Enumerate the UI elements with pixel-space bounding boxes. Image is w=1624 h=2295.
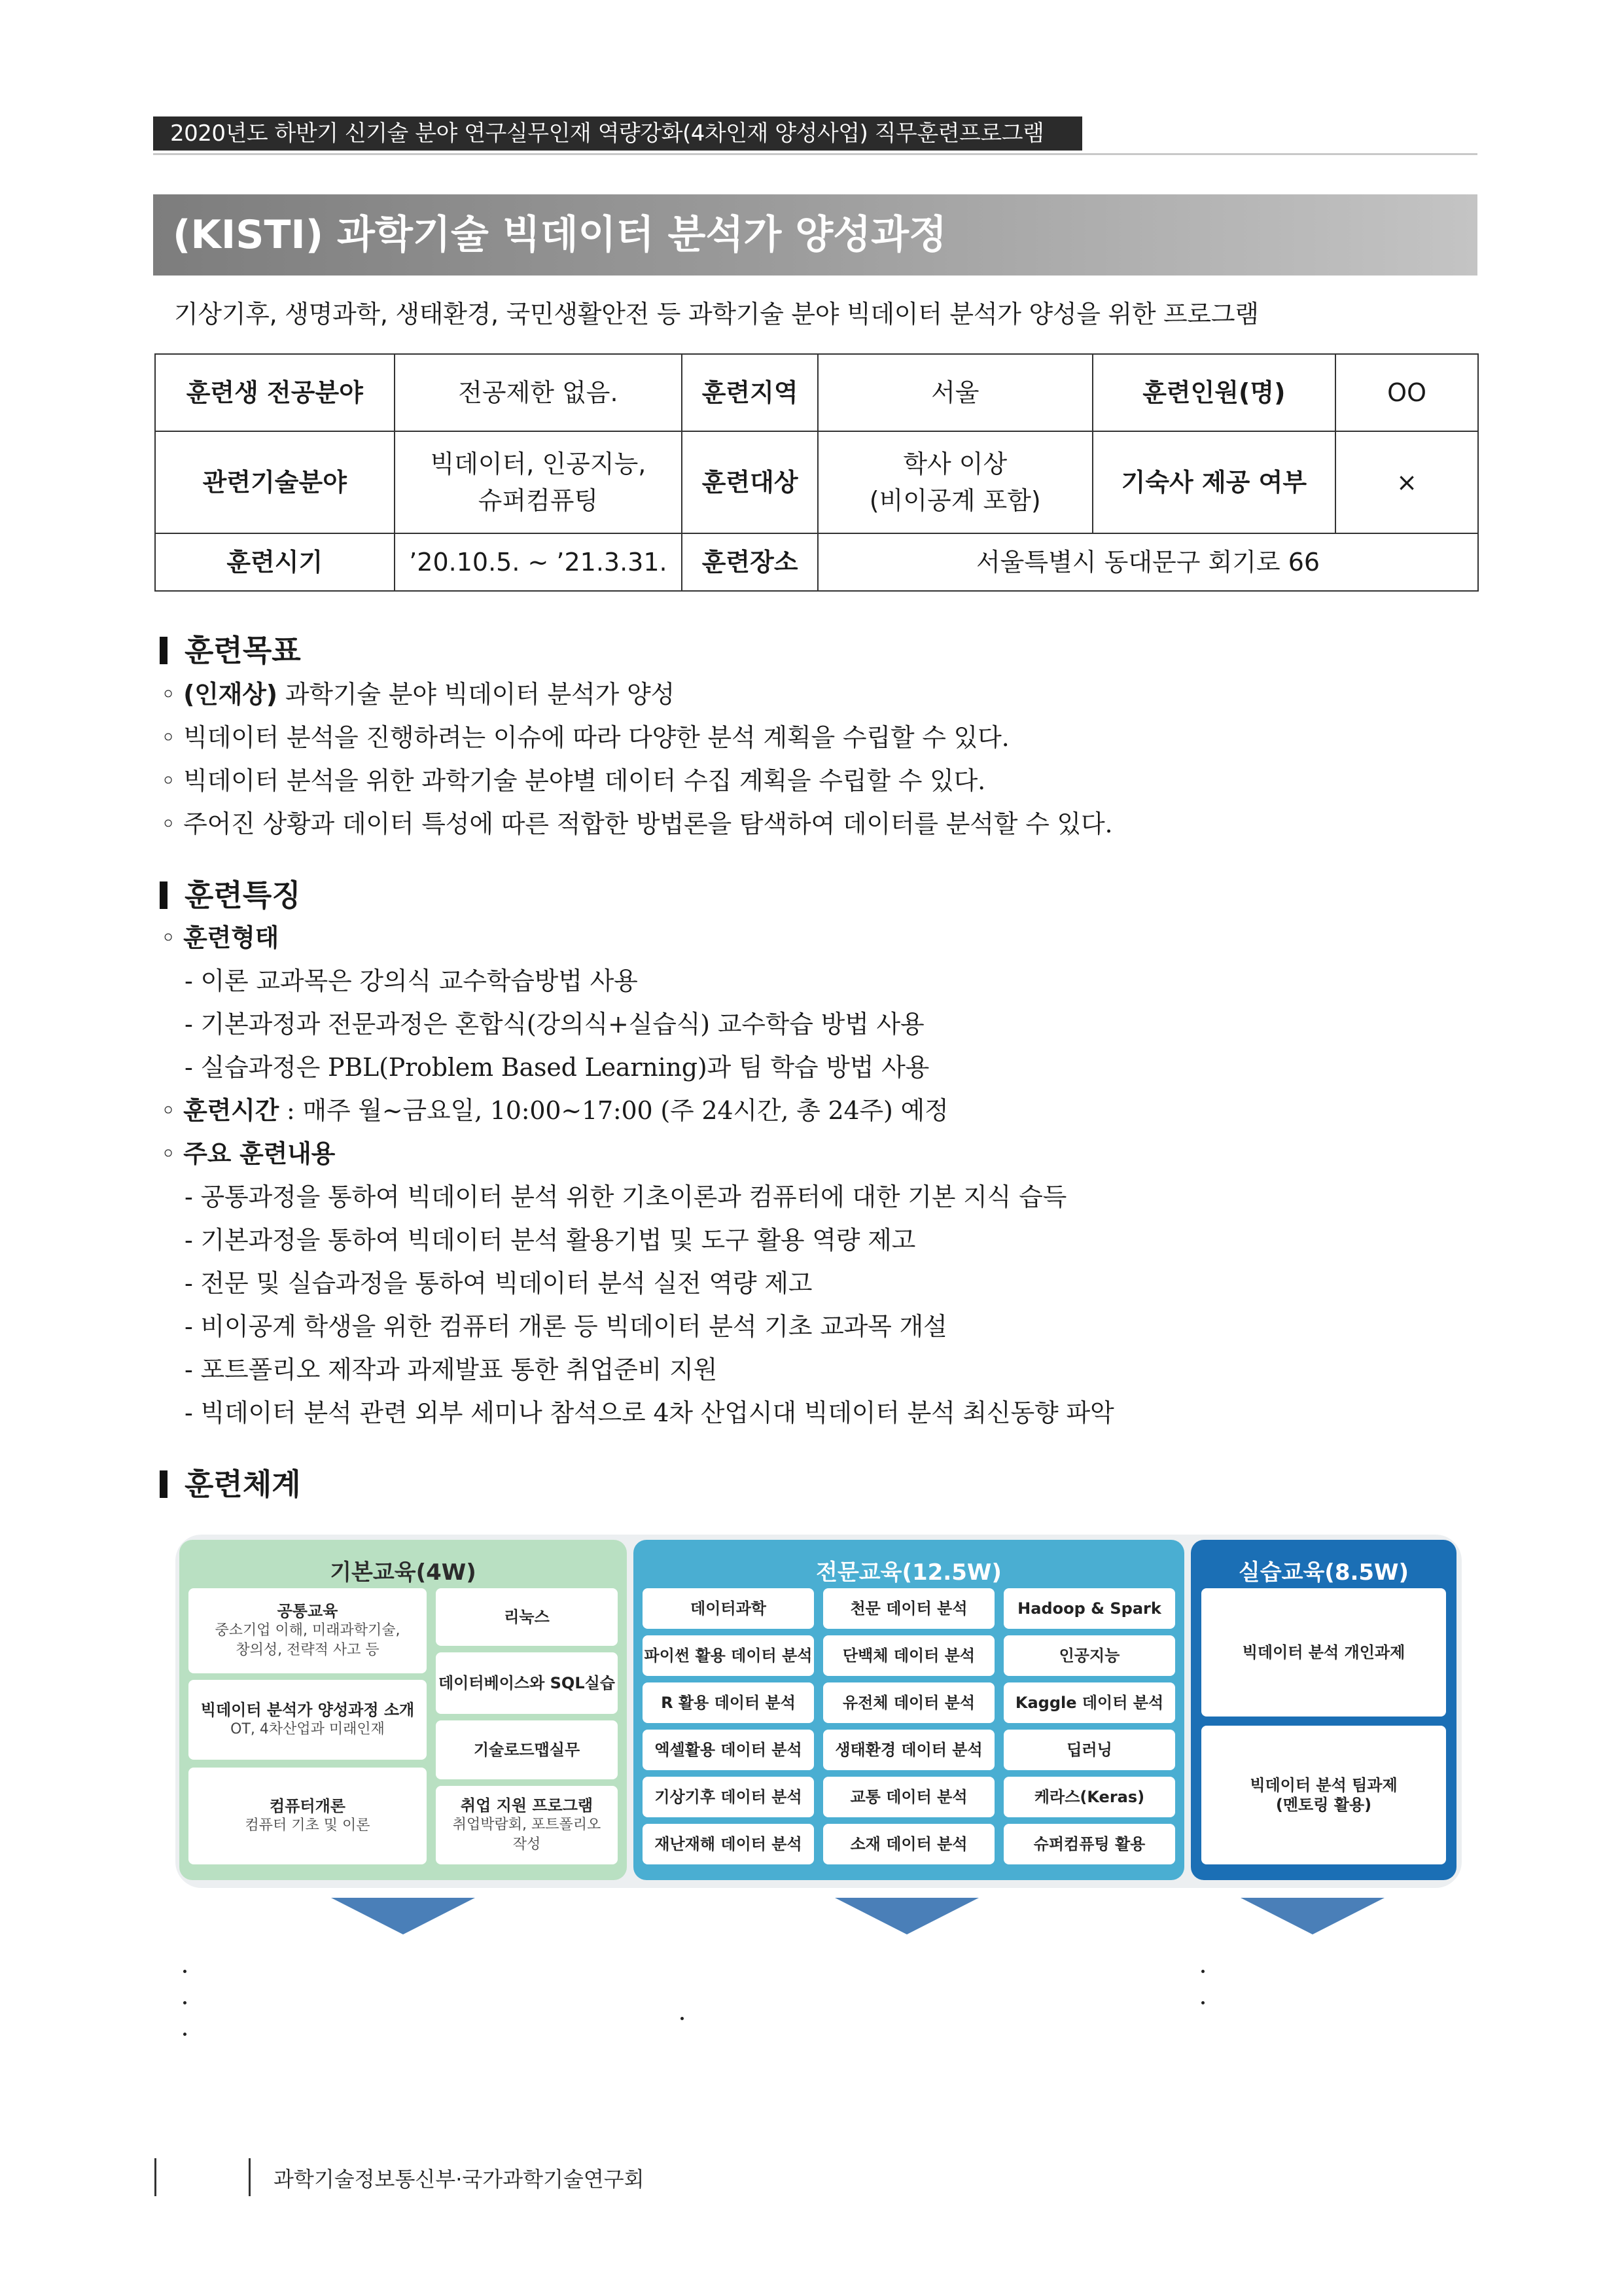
expert-course-box <box>823 1777 995 1817</box>
cell-line: 빅데이터, 인공지능, <box>430 450 646 478</box>
cell-value: 전공제한 없음. <box>395 354 682 431</box>
box-title: 딥러닝 <box>1067 1741 1112 1759</box>
practice-title: 실습교육(8.5W) <box>1238 1559 1409 1586</box>
list-item: - 전문 및 실습과정을 통하여 빅데이터 분석 실전 역량 제고 <box>185 1269 813 1298</box>
cell-value <box>395 431 682 533</box>
list-item: - 기본과정과 전문과정은 혼합식(강의식+실습식) 교수학습 방법 사용 <box>185 1010 925 1039</box>
goal-bold: (인재상) <box>183 680 277 709</box>
box-title: 기술로드맵실무 <box>473 1741 580 1759</box>
expert-course-box <box>643 1777 814 1817</box>
features-heading <box>160 877 301 914</box>
list-item: ◦ 훈련시간 : 매주 월~금요일, 10:00~17:00 (주 24시간, 총 24주) 예정 <box>161 1096 949 1125</box>
cell-header: 관련기술분야 <box>155 431 395 533</box>
list-item: ◦ 주어진 상황과 데이터 특성에 따른 적합한 방법론을 탐색하여 데이터를 분석할 수 있다. <box>161 809 1113 838</box>
system-heading <box>160 1466 301 1503</box>
table-row <box>155 431 1478 533</box>
expert-course-box <box>823 1682 995 1723</box>
cell-header: 훈련장소 <box>682 533 818 591</box>
bullet-dot <box>1201 1970 1205 1973</box>
bullet-dot <box>183 1970 186 1973</box>
expert-course-box <box>1004 1682 1175 1723</box>
roadmap-box <box>436 1720 618 1779</box>
list-item: - 실습과정은 PBL(Problem Based Learning)과 팀 학습 방법 사용 <box>185 1053 930 1082</box>
basic-title: 기본교육(4W) <box>330 1559 476 1586</box>
box-title: 빅데이터 분석가 양성과정 소개 <box>200 1701 415 1719</box>
box-title: 빅데이터 분석 팀과제 <box>1250 1776 1398 1794</box>
expert-course-box <box>1004 1824 1175 1864</box>
box-sub: 취업박람회, 포트폴리오 <box>452 1817 601 1833</box>
box-title: R 활용 데이터 분석 <box>661 1694 796 1712</box>
info-table <box>154 353 1479 592</box>
expert-course-box <box>1004 1730 1175 1770</box>
content-item: 기본과정을 통하여 빅데이터 분석 활용기법 및 도구 활용 역량 제고 <box>200 1226 916 1254</box>
box-sub: 창의성, 전략적 사고 등 <box>236 1642 380 1658</box>
box-title: 리눅스 <box>504 1608 550 1626</box>
box-title: 공통교육 <box>277 1602 338 1620</box>
box-title: Hadoop & Spark <box>1017 1599 1161 1618</box>
cell-header: 훈련대상 <box>682 431 818 533</box>
goal-text: 주어진 상황과 데이터 특성에 따른 적합한 방법론을 탐색하여 데이터를 분석할 수 있다. <box>183 809 1113 838</box>
program-banner: 2020년도 하반기 신기술 분야 연구실무인재 역량강화(4차인재 양성사업) 직무훈련프로그램 <box>153 116 1082 151</box>
footer-divider <box>154 2158 156 2196</box>
course-title: (KISTI) 과학기술 빅데이터 분석가 양성과정 <box>153 194 1477 276</box>
down-arrow-icon <box>835 1898 979 1934</box>
footer-divider <box>249 2158 251 2196</box>
table-row <box>155 354 1478 431</box>
box-title: 엑셀활용 데이터 분석 <box>654 1741 802 1759</box>
bullet-dot <box>183 2033 186 2036</box>
linux-box <box>436 1588 618 1646</box>
header-rule <box>153 153 1477 155</box>
content-item: 전문 및 실습과정을 통하여 빅데이터 분석 실전 역량 제고 <box>200 1269 813 1298</box>
cell-header: 훈련생 전공분야 <box>155 354 395 431</box>
intro-box <box>188 1680 427 1760</box>
system-heading-text: 훈련체계 <box>185 1467 301 1502</box>
list-item: - 공통과정을 통하여 빅데이터 분석 위한 기초이론과 컴퓨터에 대한 기본 지식 습득 <box>185 1183 1067 1211</box>
expert-course-box <box>643 1682 814 1723</box>
expert-course-box <box>823 1635 995 1676</box>
cell-value: 서울 <box>818 354 1093 431</box>
box-title: 생태환경 데이터 분석 <box>835 1741 983 1759</box>
personal-project-box <box>1201 1588 1446 1717</box>
box-sub: 중소기업 이해, 미래과학기술, <box>215 1622 400 1639</box>
bullet-dot <box>680 2017 684 2020</box>
expert-course-box <box>643 1635 814 1676</box>
box-title: 케라스(Keras) <box>1034 1788 1145 1806</box>
list-item: - 비이공계 학생을 위한 컴퓨터 개론 등 빅데이터 분석 기초 교과목 개설 <box>185 1312 947 1341</box>
training-system-diagram <box>175 1535 1462 1888</box>
list-item: - 빅데이터 분석 관련 외부 세미나 참석으로 4차 산업시대 빅데이터 분석 최신동향 파악 <box>185 1398 1114 1427</box>
content-item: 빅데이터 분석 관련 외부 세미나 참석으로 4차 산업시대 빅데이터 분석 최신동향 파악 <box>200 1398 1114 1427</box>
expert-title: 전문교육(12.5W) <box>816 1559 1002 1586</box>
box-title: 단백체 데이터 분석 <box>842 1646 976 1665</box>
cell-line: (비이공계 포함) <box>869 486 1041 515</box>
common-education-box <box>188 1588 427 1673</box>
box-title: 재난재해 데이터 분석 <box>654 1835 802 1853</box>
heading-bar <box>160 881 168 909</box>
course-subtitle: 기상기후, 생명과학, 생태환경, 국민생활안전 등 과학기술 분야 빅데이터 분석가 양성을 위한 프로그램 <box>174 300 1259 329</box>
basic-panel <box>179 1540 627 1880</box>
expert-course-box <box>1004 1635 1175 1676</box>
cell-value: OO <box>1335 354 1478 431</box>
box-title: 유전체 데이터 분석 <box>842 1694 976 1712</box>
list-item: - 포트폴리오 제작과 과제발표 통한 취업준비 지원 <box>185 1355 718 1384</box>
bullet-dot <box>1201 2001 1205 2004</box>
form-item: 실습과정은 PBL(Problem Based Learning)과 팀 학습 방법 사용 <box>200 1053 930 1082</box>
box-title: 기상기후 데이터 분석 <box>654 1788 802 1806</box>
list-item: ◦ (인재상) 과학기술 분야 빅데이터 분석가 양성 <box>161 680 675 709</box>
box-title: 인공지능 <box>1059 1646 1120 1665</box>
cell-value <box>818 431 1093 533</box>
form-item: 기본과정과 전문과정은 혼합식(강의식+실습식) 교수학습 방법 사용 <box>200 1010 925 1039</box>
database-box <box>436 1652 618 1714</box>
cell-value: ’20.10.5. ~ ’21.3.31. <box>395 533 682 591</box>
box-title: 슈퍼컴퓨팅 활용 <box>1033 1835 1146 1853</box>
goal-text: 빅데이터 분석을 위한 과학기술 분야별 데이터 수집 계획을 수립할 수 있다. <box>183 766 986 795</box>
content-item: 비이공계 학생을 위한 컴퓨터 개론 등 빅데이터 분석 기초 교과목 개설 <box>200 1312 947 1341</box>
goals-heading <box>160 632 301 669</box>
cell-header: 훈련지역 <box>682 354 818 431</box>
box-title: 교통 데이터 분석 <box>850 1788 968 1806</box>
content-label: 주요 훈련내용 <box>183 1139 336 1168</box>
expert-course-box <box>643 1824 814 1864</box>
practice-panel <box>1191 1540 1456 1880</box>
cell-value: × <box>1335 431 1478 533</box>
box-sub: 작성 <box>512 1836 541 1853</box>
cell-line: 학사 이상 <box>903 450 1008 478</box>
bullet-dot <box>183 2001 186 2004</box>
box-title: 빅데이터 분석 개인과제 <box>1242 1643 1405 1662</box>
box-title: (멘토링 활용) <box>1275 1796 1372 1814</box>
expert-course-box <box>1004 1588 1175 1629</box>
box-title: 소재 데이터 분석 <box>850 1835 968 1853</box>
goals-heading-text: 훈련목표 <box>185 633 301 668</box>
box-title: 데이터베이스와 SQL실습 <box>438 1674 615 1692</box>
cell-line: 슈퍼컴퓨팅 <box>478 486 599 515</box>
expert-course-box <box>643 1588 814 1629</box>
cell-value: 서울특별시 동대문구 회기로 66 <box>818 533 1478 591</box>
cell-header: 훈련시기 <box>155 533 395 591</box>
job-support-box <box>436 1786 618 1864</box>
goal-text: 빅데이터 분석을 진행하려는 이슈에 따라 다양한 분석 계획을 수립할 수 있다. <box>183 723 1010 752</box>
box-title: 천문 데이터 분석 <box>850 1599 968 1618</box>
footer-text: 과학기술정보통신부·국가과학기술연구회 <box>274 2167 644 2192</box>
time-label: 훈련시간 <box>183 1096 279 1125</box>
list-item: ◦ 주요 훈련내용 <box>161 1139 336 1168</box>
features-heading-text: 훈련특징 <box>185 878 301 913</box>
list-item: - 기본과정을 통하여 빅데이터 분석 활용기법 및 도구 활용 역량 제고 <box>185 1226 916 1254</box>
list-item: ◦ 훈련형태 <box>161 923 279 952</box>
expert-course-box <box>1004 1777 1175 1817</box>
down-arrow-icon <box>1241 1898 1385 1934</box>
box-title: Kaggle 데이터 분석 <box>1015 1694 1164 1712</box>
content-item: 포트폴리오 제작과 과제발표 통한 취업준비 지원 <box>200 1355 718 1384</box>
list-item: - 이론 교과목은 강의식 교수학습방법 사용 <box>185 967 638 995</box>
expert-panel <box>633 1540 1184 1880</box>
box-title: 컴퓨터개론 <box>270 1797 345 1815</box>
box-title: 취업 지원 프로그램 <box>460 1796 593 1815</box>
form-item: 이론 교과목은 강의식 교수학습방법 사용 <box>200 967 638 995</box>
computer-intro-box <box>188 1768 427 1864</box>
box-sub: 컴퓨터 기초 및 이론 <box>245 1817 370 1834</box>
content-item: 공통과정을 통하여 빅데이터 분석 위한 기초이론과 컴퓨터에 대한 기본 지식 습득 <box>200 1183 1067 1211</box>
heading-bar <box>160 637 168 664</box>
down-arrow-icon <box>331 1898 475 1934</box>
list-item: ◦ 빅데이터 분석을 위한 과학기술 분야별 데이터 수집 계획을 수립할 수 있다. <box>161 766 986 795</box>
form-label: 훈련형태 <box>183 923 279 952</box>
expert-course-box <box>823 1730 995 1770</box>
table-row <box>155 533 1478 591</box>
goal-text: 과학기술 분야 빅데이터 분석가 양성 <box>277 680 675 709</box>
expert-course-box <box>643 1730 814 1770</box>
list-item: ◦ 빅데이터 분석을 진행하려는 이슈에 따라 다양한 분석 계획을 수립할 수 있다. <box>161 723 1010 752</box>
cell-header: 훈련인원(명) <box>1093 354 1336 431</box>
box-sub: OT, 4차산업과 미래인재 <box>230 1721 385 1737</box>
box-title: 파이썬 활용 데이터 분석 <box>644 1646 813 1665</box>
cell-header: 기숙사 제공 여부 <box>1093 431 1336 533</box>
heading-bar <box>160 1470 168 1498</box>
expert-course-box <box>823 1824 995 1864</box>
expert-course-box <box>823 1588 995 1629</box>
team-project-box <box>1201 1726 1446 1864</box>
time-text: : 매주 월~금요일, 10:00~17:00 (주 24시간, 총 24주) 예정 <box>279 1096 949 1125</box>
box-title: 데이터과학 <box>690 1599 766 1618</box>
